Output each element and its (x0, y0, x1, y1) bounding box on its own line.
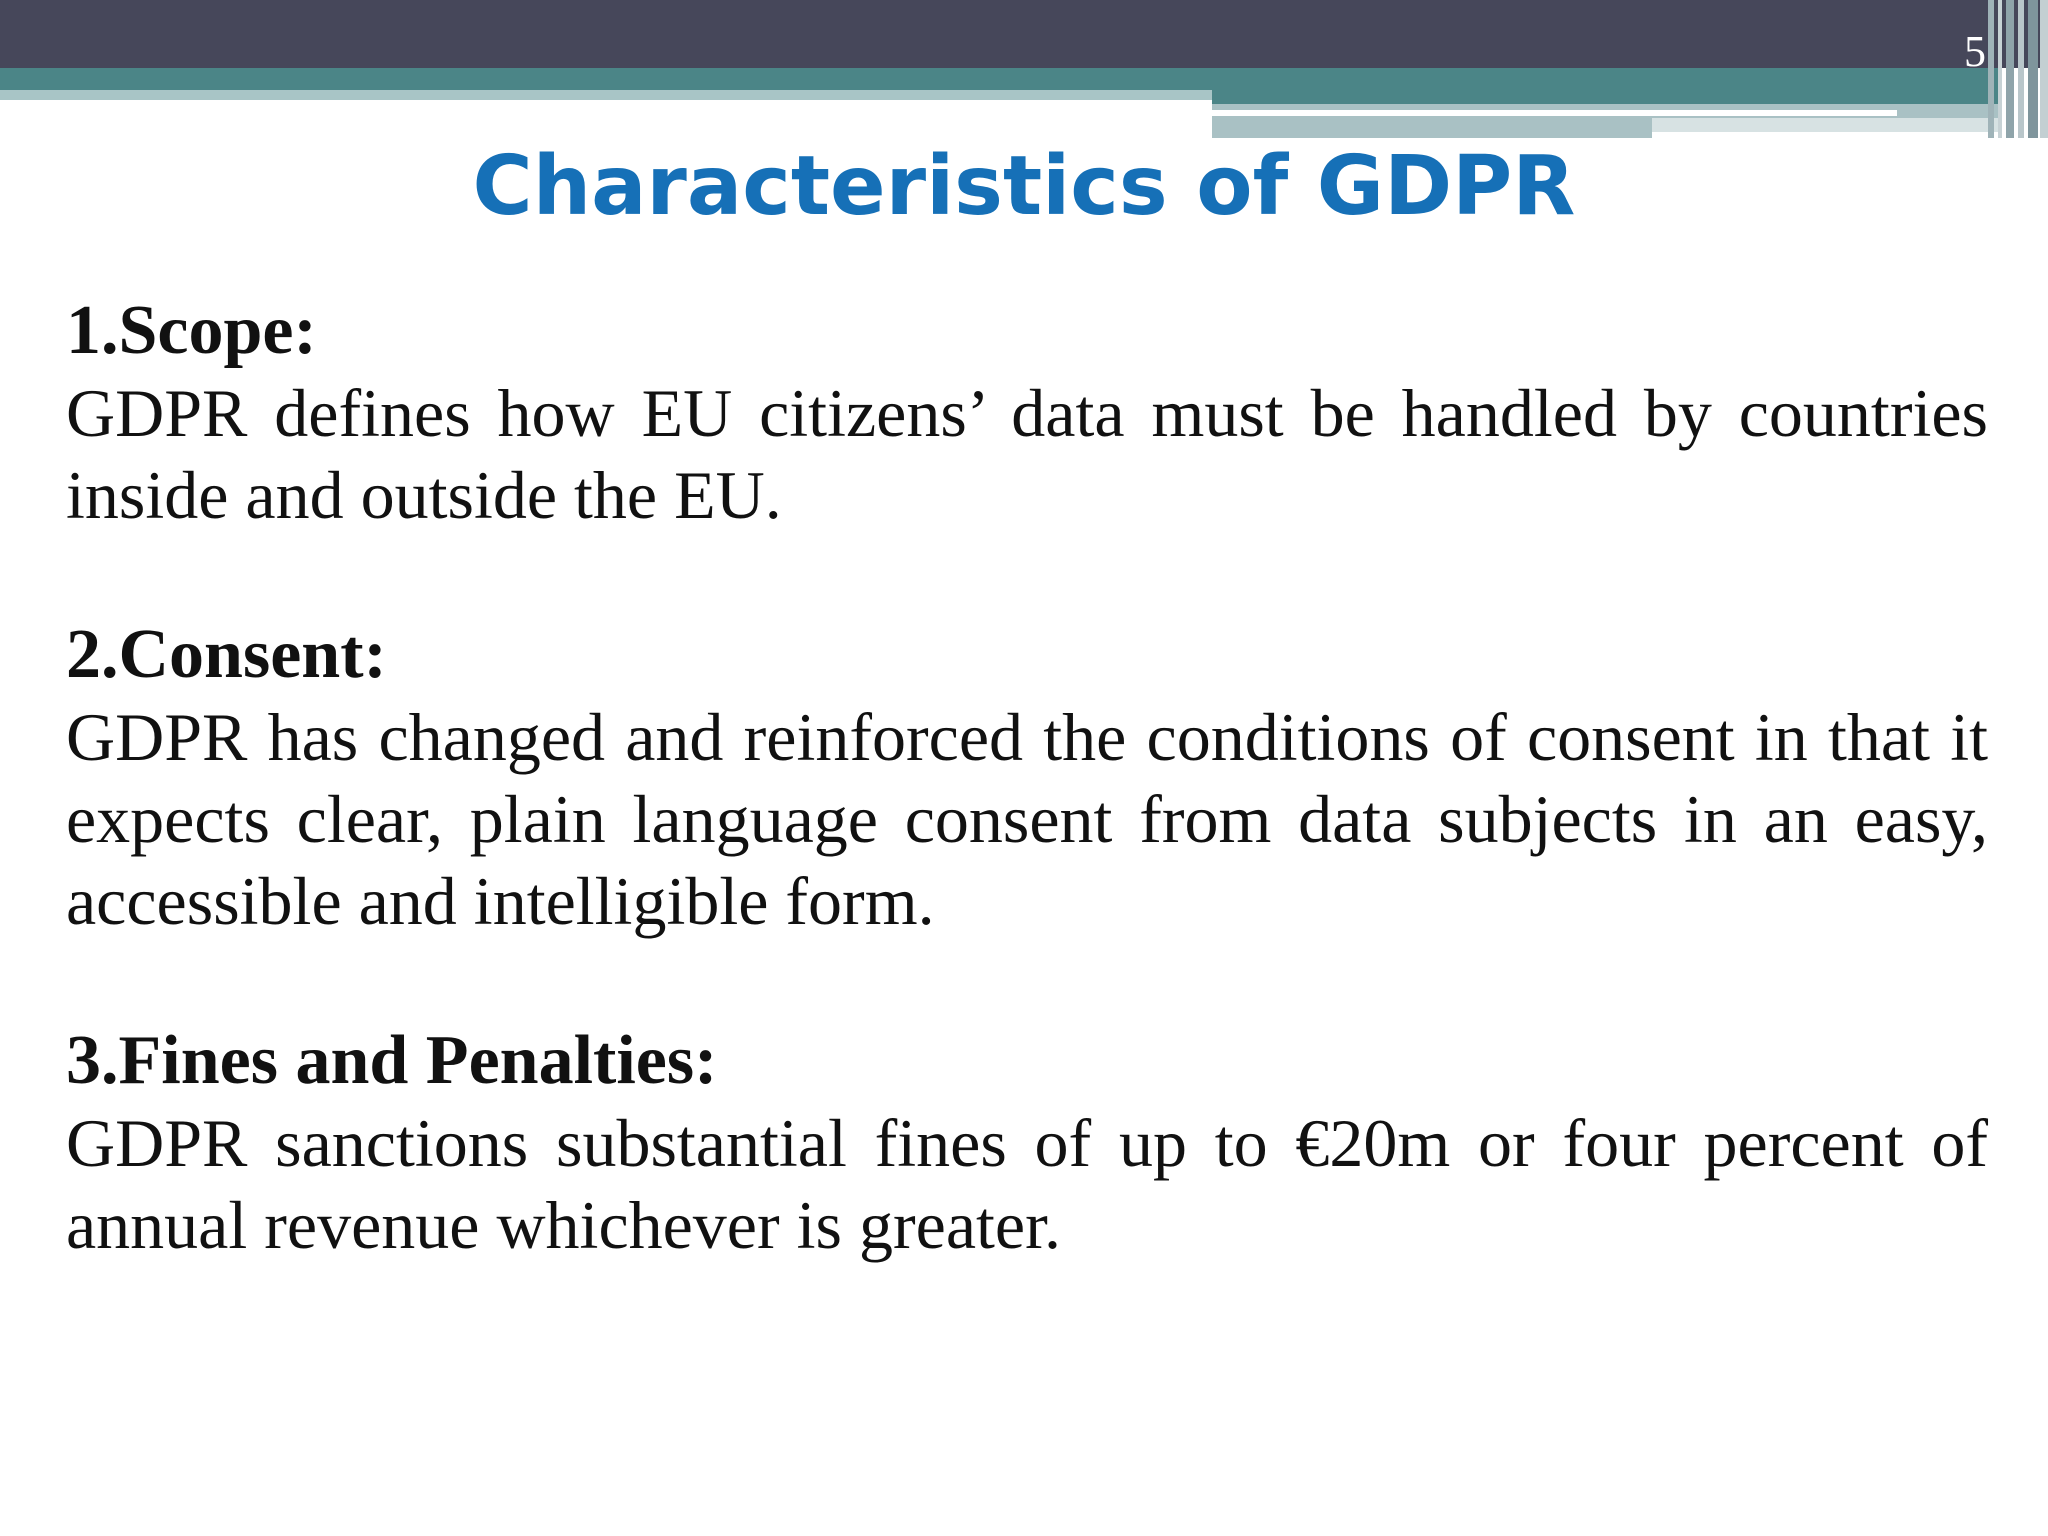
header-accent-right-lower-light (1652, 118, 2002, 132)
header-accent-left (0, 68, 1212, 90)
header-band (0, 0, 2048, 68)
header-accent-left-light (0, 90, 1212, 100)
section-body: GDPR has changed and reinforced the conditions of consent in that it expects clear, plain language consent from data subjects in an easy, accessible and intelligible form. (66, 699, 1988, 939)
corner-stripe (2006, 0, 2014, 138)
section-consent (66, 614, 1988, 942)
section-heading: 3.Fines and Penalties: (66, 1022, 718, 1099)
page-number: 5 (1964, 27, 1986, 76)
slide-title: Characteristics of GDPR (472, 139, 1576, 234)
section-heading: 1.Scope: (66, 292, 317, 369)
section-fines (66, 1020, 1988, 1266)
section-scope (66, 290, 1988, 536)
corner-stripe (1988, 0, 1994, 138)
section-body: GDPR sanctions substantial fines of up to €20m or four percent of annual revenue whichever is greater. (66, 1105, 1988, 1263)
corner-stripe (1998, 0, 2002, 138)
corner-stripe (2040, 0, 2048, 138)
slide-content (66, 290, 1988, 1344)
header-accent-right-line (1212, 110, 1897, 116)
corner-stripe (2018, 0, 2024, 138)
section-heading: 2.Consent: (66, 616, 387, 693)
corner-stripe (2028, 0, 2038, 138)
header-accent-right (1212, 68, 2002, 104)
section-body: GDPR defines how EU citizens’ data must be handled by countries inside and outside the EU. (66, 375, 1988, 533)
